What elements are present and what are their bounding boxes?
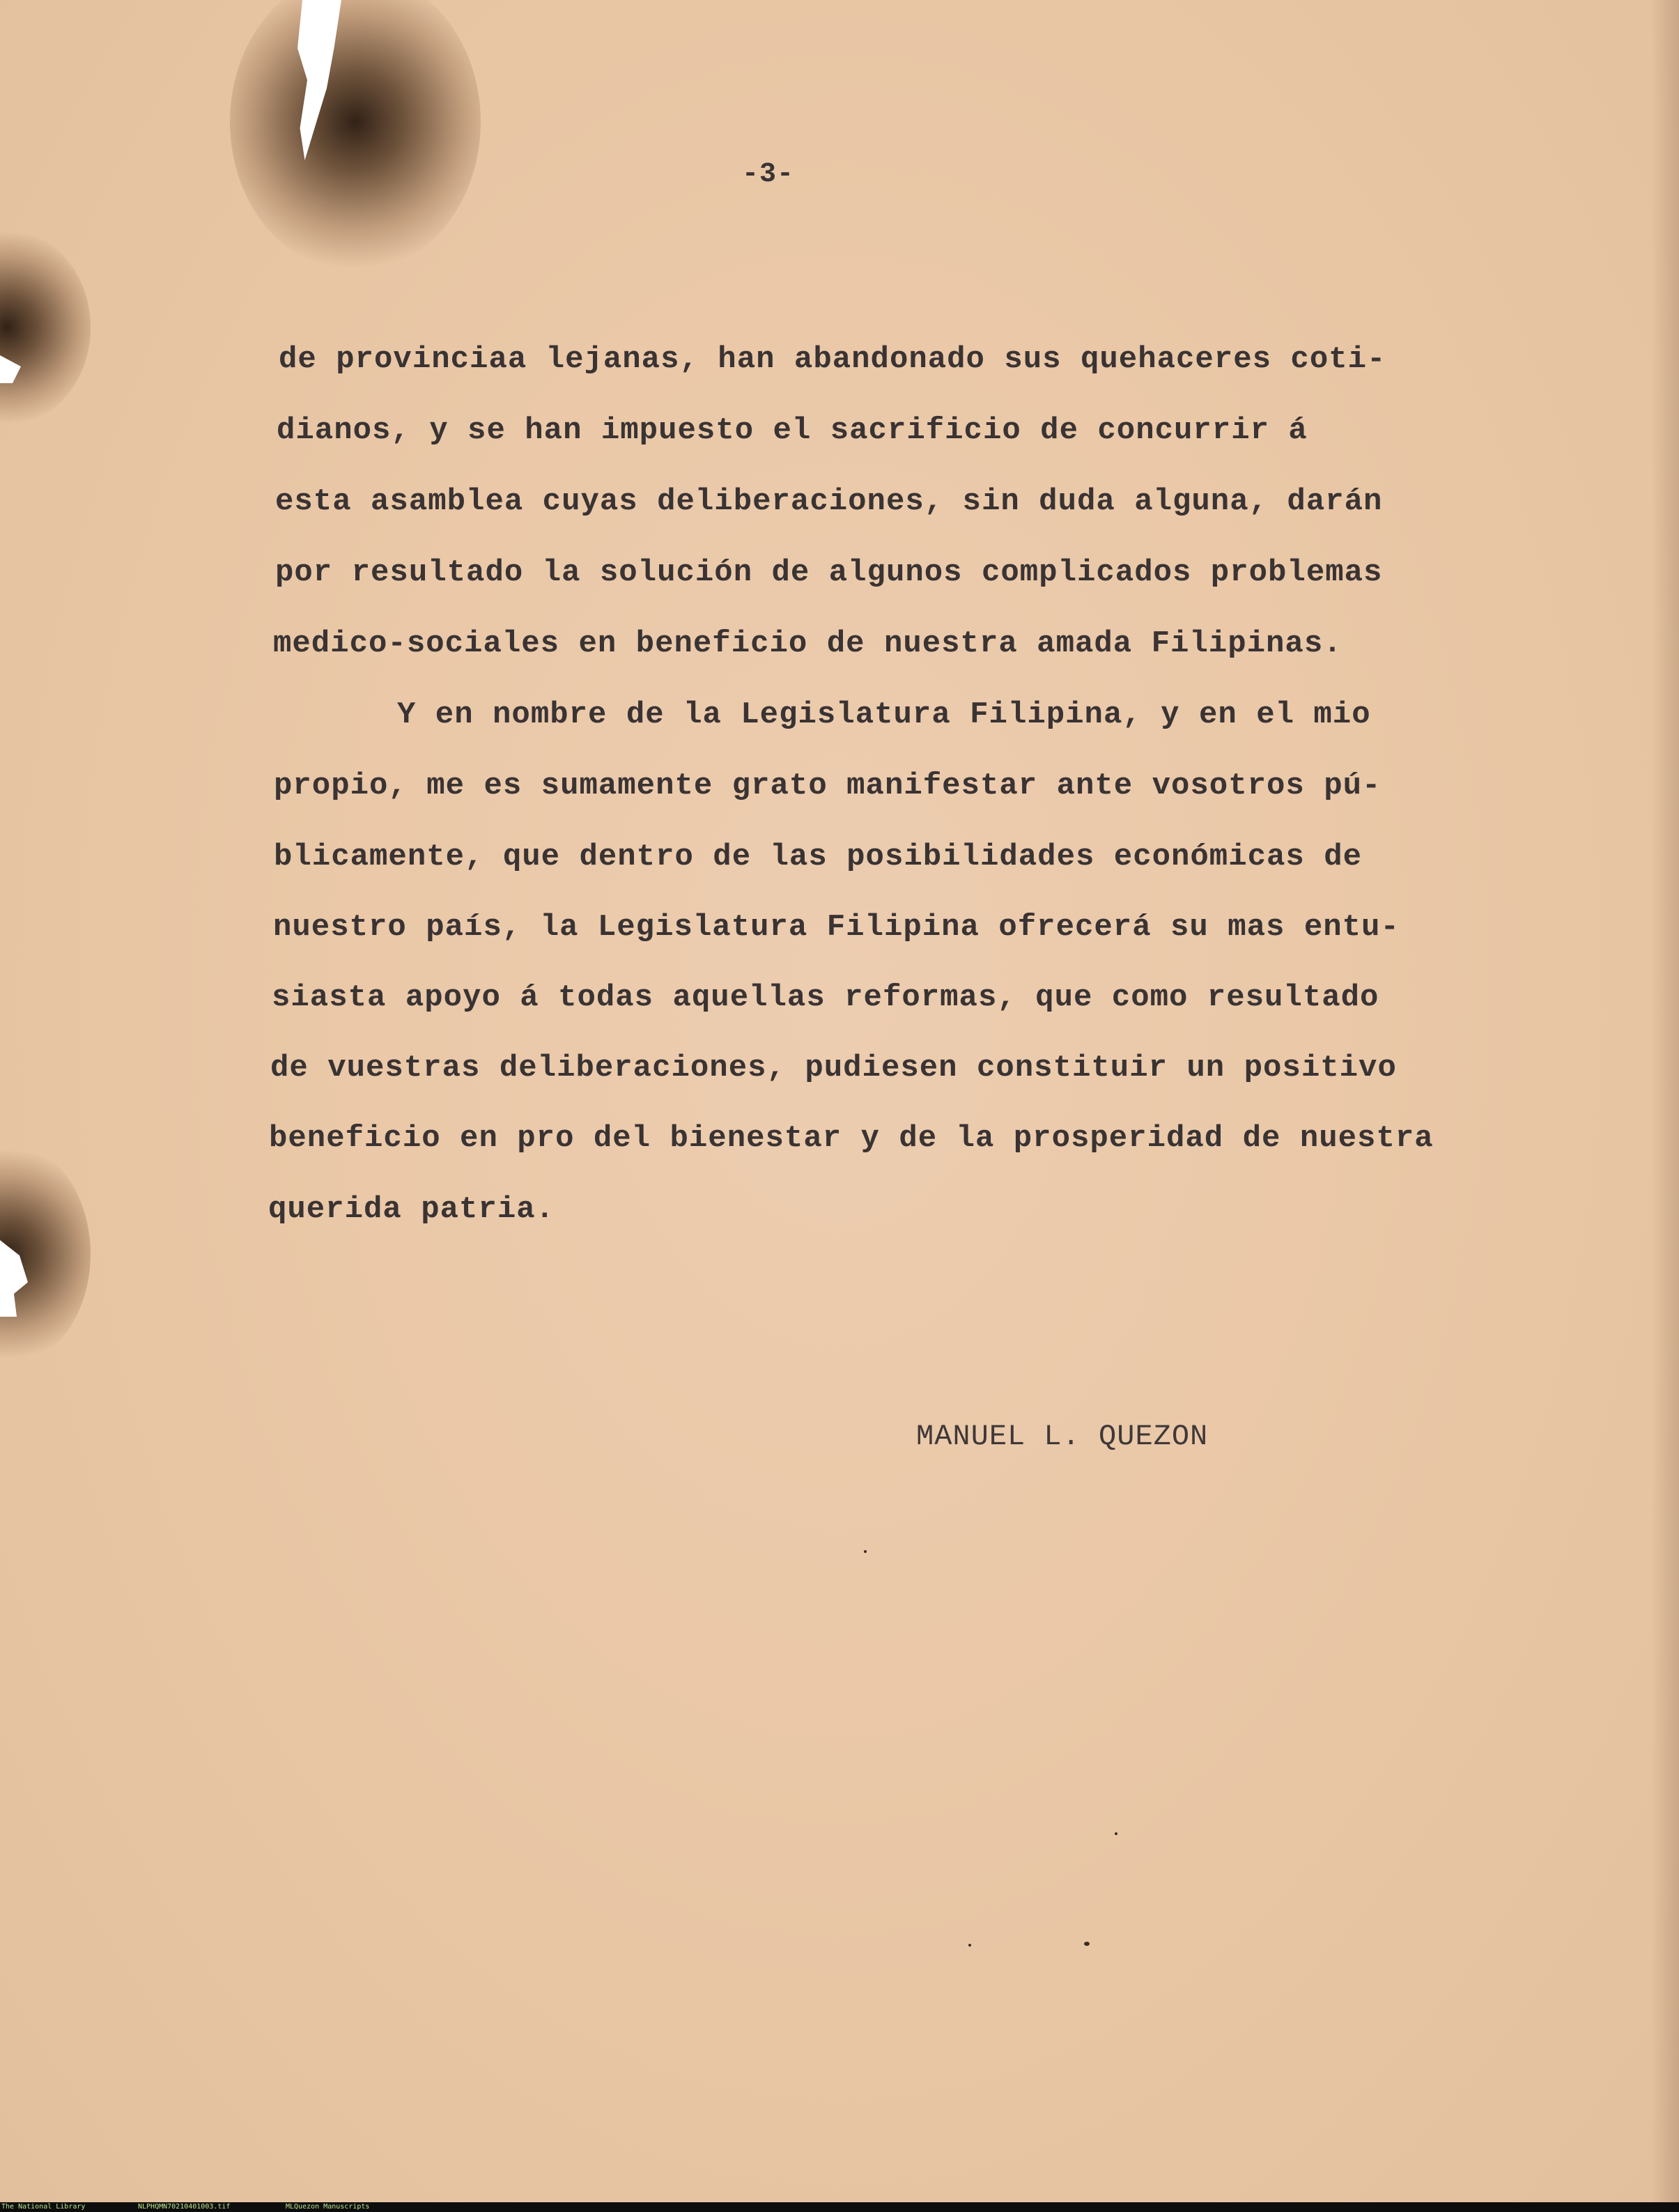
paper-speck <box>864 1550 867 1553</box>
text-line: beneficio en pro del bienestar y de la prosperidad de nuestra <box>269 1121 1434 1156</box>
footer-library: The National Library <box>1 2203 86 2211</box>
text-line: querida patria. <box>268 1192 555 1227</box>
footer-filename: NLPHQMN70210401003.tif <box>138 2203 231 2211</box>
paper-speck <box>1084 1942 1090 1946</box>
paper-speck <box>1115 1832 1117 1835</box>
text-line: de vuestras deliberaciones, pudiesen constituir un positivo <box>270 1051 1397 1085</box>
page-number: -3- <box>742 159 795 190</box>
text-line: esta asamblea cuyas deliberaciones, sin duda alguna, darán <box>275 484 1383 519</box>
text-line: por resultado la solución de algunos complicados problemas <box>275 555 1383 590</box>
text-line: Y en nombre de la Legislatura Filipina, y en el mio <box>397 697 1371 732</box>
paper-speck <box>968 1944 971 1947</box>
text-line: siasta apoyo á todas aquellas reformas, que como resultado <box>272 980 1379 1015</box>
text-line: dianos, y se han impuesto el sacrificio de concurrir á <box>277 413 1308 448</box>
signature-name: MANUEL L. QUEZON <box>916 1420 1209 1453</box>
text-line: blicamente, que dentro de las posibilidades económicas de <box>274 840 1363 874</box>
footer-collection: MLQuezon Manuscripts <box>286 2203 370 2211</box>
text-line: nuestro país, la Legislatura Filipina ofrecerá su mas entu- <box>273 910 1400 945</box>
scan-footer-bar <box>0 2202 1679 2212</box>
text-line: de provinciaa lejanas, han abandonado sus quehaceres coti- <box>279 342 1386 377</box>
text-line: medico-sociales en beneficio de nuestra amada Filipinas. <box>273 626 1343 661</box>
text-line: propio, me es sumamente grato manifestar ante vosotros pú- <box>274 768 1382 803</box>
